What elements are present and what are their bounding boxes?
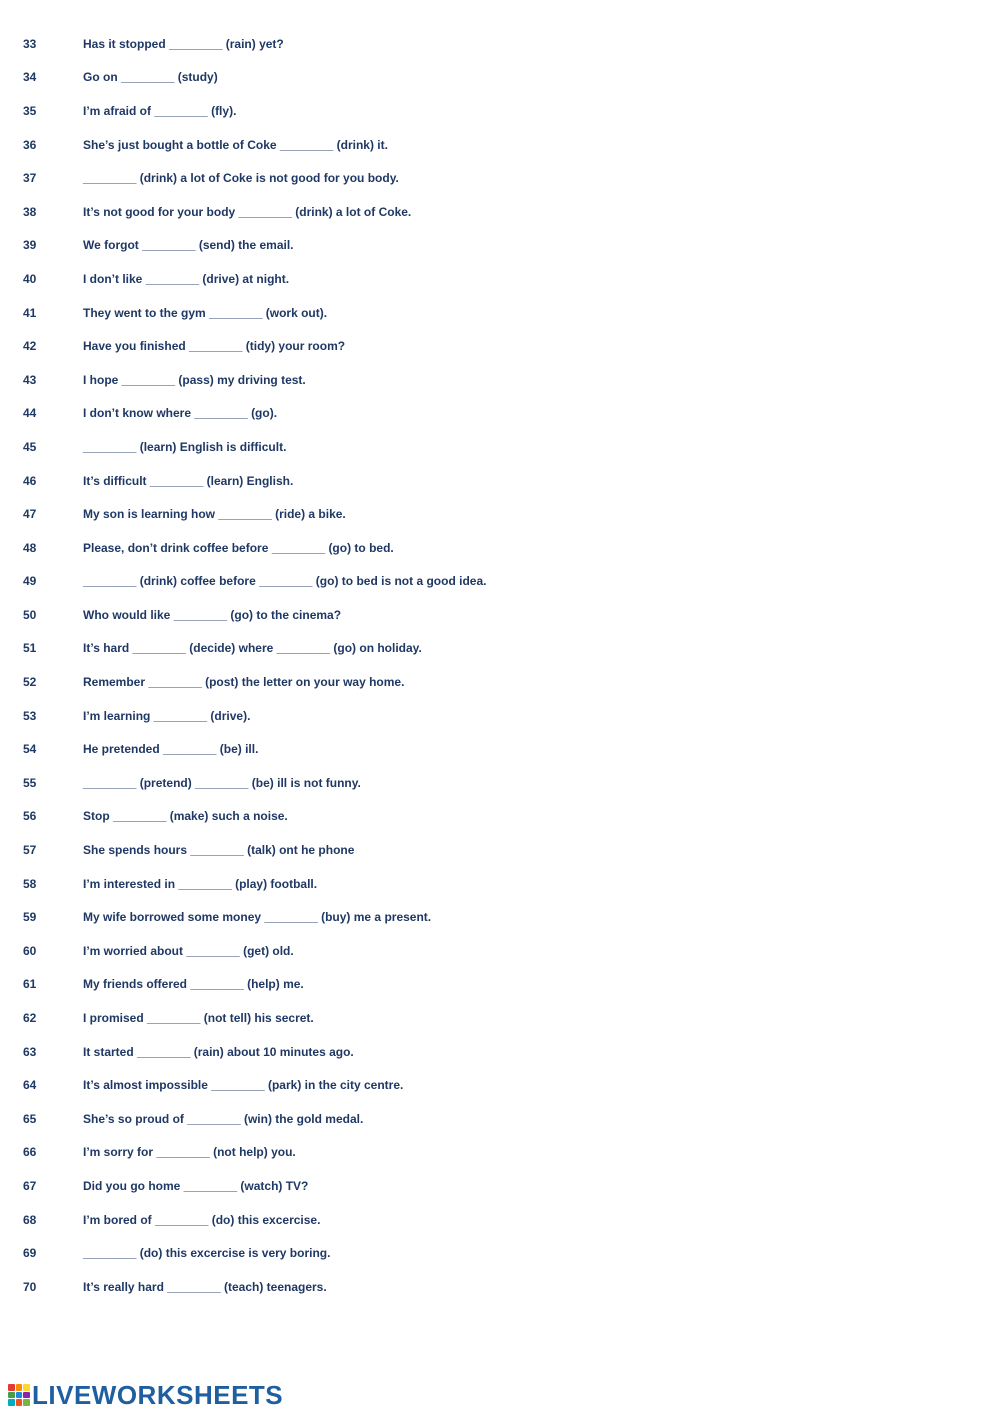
exercise-item <box>0 296 1000 330</box>
exercise-item <box>0 195 1000 229</box>
exercise-sentence: Stop ________ (make) such a noise. <box>83 809 288 824</box>
exercise-number: 39 <box>23 238 37 253</box>
exercise-sentence: It’s difficult ________ (learn) English. <box>83 473 294 488</box>
exercise-item <box>0 934 1000 968</box>
exercise-number: 50 <box>23 607 37 622</box>
exercise-number: 33 <box>23 36 37 51</box>
exercise-item <box>0 732 1000 766</box>
exercise-item <box>0 94 1000 128</box>
logo-mark-square <box>8 1384 15 1391</box>
exercise-sentence: It’s almost impossible ________ (park) in the city centre. <box>83 1078 404 1093</box>
exercise-item <box>0 497 1000 531</box>
exercise-item <box>0 867 1000 901</box>
exercise-item <box>0 531 1000 565</box>
exercise-number: 42 <box>23 339 37 354</box>
exercise-sentence: I’m sorry for ________ (not help) you. <box>83 1145 296 1160</box>
exercise-sentence: She spends hours ________ (talk) ont he phone <box>83 843 355 858</box>
liveworksheets-logo <box>8 1380 283 1410</box>
exercise-sentence: My friends offered ________ (help) me. <box>83 977 304 992</box>
exercise-item <box>0 1102 1000 1136</box>
exercise-number: 68 <box>23 1212 37 1227</box>
exercise-sentence: Did you go home ________ (watch) TV? <box>83 1178 309 1193</box>
exercise-item <box>0 598 1000 632</box>
exercise-item <box>0 1068 1000 1102</box>
logo-mark-square <box>8 1392 15 1399</box>
exercise-number: 36 <box>23 137 37 152</box>
exercise-item <box>0 800 1000 834</box>
exercise-sentence: They went to the gym ________ (work out). <box>83 305 328 320</box>
exercise-number: 64 <box>23 1078 37 1093</box>
exercise-item <box>0 329 1000 363</box>
exercise-sentence: She’s just bought a bottle of Coke ________ (drink) it. <box>83 137 388 152</box>
exercise-sentence: I’m learning ________ (drive). <box>83 708 251 723</box>
exercise-sentence: My wife borrowed some money ________ (buy) me a present. <box>83 910 432 925</box>
exercise-sentence: I promised ________ (not tell) his secret. <box>83 1011 314 1026</box>
exercise-number: 57 <box>23 843 37 858</box>
exercise-sentence: She’s so proud of ________ (win) the gold medal. <box>83 1111 364 1126</box>
exercise-item <box>0 61 1000 95</box>
exercise-number: 70 <box>23 1279 37 1294</box>
exercise-sentence: ________ (do) this excercise is very boring. <box>83 1246 331 1261</box>
exercise-number: 59 <box>23 910 37 925</box>
exercise-number: 44 <box>23 406 37 421</box>
exercise-number: 66 <box>23 1145 37 1160</box>
exercise-sentence: Remember ________ (post) the letter on your way home. <box>83 675 405 690</box>
logo-text: LIVEWORKSHEETS <box>32 1379 284 1410</box>
exercise-sentence: Go on ________ (study) <box>83 70 218 85</box>
exercise-sentence: I’m interested in ________ (play) football. <box>83 876 318 891</box>
logo-mark-square <box>23 1384 30 1391</box>
exercise-sentence: I don’t know where ________ (go). <box>83 406 278 421</box>
exercise-item <box>0 699 1000 733</box>
exercise-number: 47 <box>23 507 37 522</box>
exercise-item <box>0 161 1000 195</box>
exercise-number: 54 <box>23 742 37 757</box>
exercise-number: 45 <box>23 439 37 454</box>
exercise-item <box>0 229 1000 263</box>
exercise-item <box>0 397 1000 431</box>
exercise-number: 35 <box>23 103 37 118</box>
exercise-item <box>0 632 1000 666</box>
exercise-number: 43 <box>23 372 37 387</box>
exercise-number: 52 <box>23 675 37 690</box>
exercise-sentence: Have you finished ________ (tidy) your room? <box>83 339 346 354</box>
exercise-sentence: I don’t like ________ (drive) at night. <box>83 271 290 286</box>
exercise-number: 55 <box>23 775 37 790</box>
exercise-item <box>0 27 1000 61</box>
exercise-number: 53 <box>23 708 37 723</box>
exercise-sentence: Please, don’t drink coffee before ________ (go) to bed. <box>83 540 394 555</box>
exercise-sentence: ________ (drink) a lot of Coke is not good for you body. <box>83 171 399 186</box>
exercise-item <box>0 464 1000 498</box>
exercise-item <box>0 766 1000 800</box>
exercise-number: 40 <box>23 271 37 286</box>
exercise-sentence: It’s really hard ________ (teach) teenagers. <box>83 1279 327 1294</box>
exercise-sentence: It’s not good for your body ________ (drink) a lot of Coke. <box>83 204 412 219</box>
exercise-number: 46 <box>23 473 37 488</box>
exercise-sentence: ________ (pretend) ________ (be) ill is not funny. <box>83 775 361 790</box>
logo-mark-square <box>16 1392 23 1399</box>
logo-mark-square <box>23 1399 30 1406</box>
exercise-sentence: ________ (learn) English is difficult. <box>83 439 287 454</box>
exercise-number: 51 <box>23 641 37 656</box>
exercise-sentence: We forgot ________ (send) the email. <box>83 238 294 253</box>
exercise-sentence: It started ________ (rain) about 10 minutes ago. <box>83 1044 354 1059</box>
exercise-item <box>0 1136 1000 1170</box>
exercise-item <box>0 262 1000 296</box>
exercise-sentence: It’s hard ________ (decide) where ________ (go) on holiday. <box>83 641 422 656</box>
worksheet-list <box>0 27 1000 1304</box>
exercise-number: 41 <box>23 305 37 320</box>
exercise-sentence: I’m worried about ________ (get) old. <box>83 943 294 958</box>
exercise-sentence: ________ (drink) coffee before ________ (go) to bed is not a good idea. <box>83 574 487 589</box>
exercise-item <box>0 1169 1000 1203</box>
exercise-number: 63 <box>23 1044 37 1059</box>
exercise-item <box>0 1001 1000 1035</box>
logo-mark-square <box>16 1384 23 1391</box>
exercise-item <box>0 665 1000 699</box>
exercise-number: 58 <box>23 876 37 891</box>
exercise-number: 60 <box>23 943 37 958</box>
exercise-sentence: I’m afraid of ________ (fly). <box>83 103 237 118</box>
exercise-sentence: My son is learning how ________ (ride) a bike. <box>83 507 346 522</box>
exercise-sentence: Who would like ________ (go) to the cinema? <box>83 607 342 622</box>
exercise-item <box>0 900 1000 934</box>
exercise-item <box>0 565 1000 599</box>
exercise-item <box>0 430 1000 464</box>
exercise-item <box>0 1270 1000 1304</box>
exercise-number: 61 <box>23 977 37 992</box>
exercise-number: 37 <box>23 171 37 186</box>
logo-mark-square <box>8 1399 15 1406</box>
exercise-sentence: I hope ________ (pass) my driving test. <box>83 372 306 387</box>
exercise-number: 67 <box>23 1178 37 1193</box>
exercise-sentence: Has it stopped ________ (rain) yet? <box>83 36 284 51</box>
exercise-number: 65 <box>23 1111 37 1126</box>
exercise-item <box>0 1236 1000 1270</box>
exercise-number: 62 <box>23 1011 37 1026</box>
exercise-sentence: He pretended ________ (be) ill. <box>83 742 259 757</box>
logo-mark-square <box>23 1392 30 1399</box>
exercise-number: 34 <box>23 70 37 85</box>
exercise-item <box>0 833 1000 867</box>
exercise-item <box>0 1203 1000 1237</box>
exercise-item <box>0 128 1000 162</box>
exercise-number: 56 <box>23 809 37 824</box>
exercise-number: 49 <box>23 574 37 589</box>
exercise-sentence: I’m bored of ________ (do) this excercise. <box>83 1212 321 1227</box>
exercise-number: 38 <box>23 204 37 219</box>
logo-mark-square <box>16 1399 23 1406</box>
exercise-number: 48 <box>23 540 37 555</box>
exercise-item <box>0 363 1000 397</box>
exercise-number: 69 <box>23 1246 37 1261</box>
liveworksheets-logo-icon <box>8 1384 30 1406</box>
exercise-item <box>0 1035 1000 1069</box>
exercise-item <box>0 968 1000 1002</box>
